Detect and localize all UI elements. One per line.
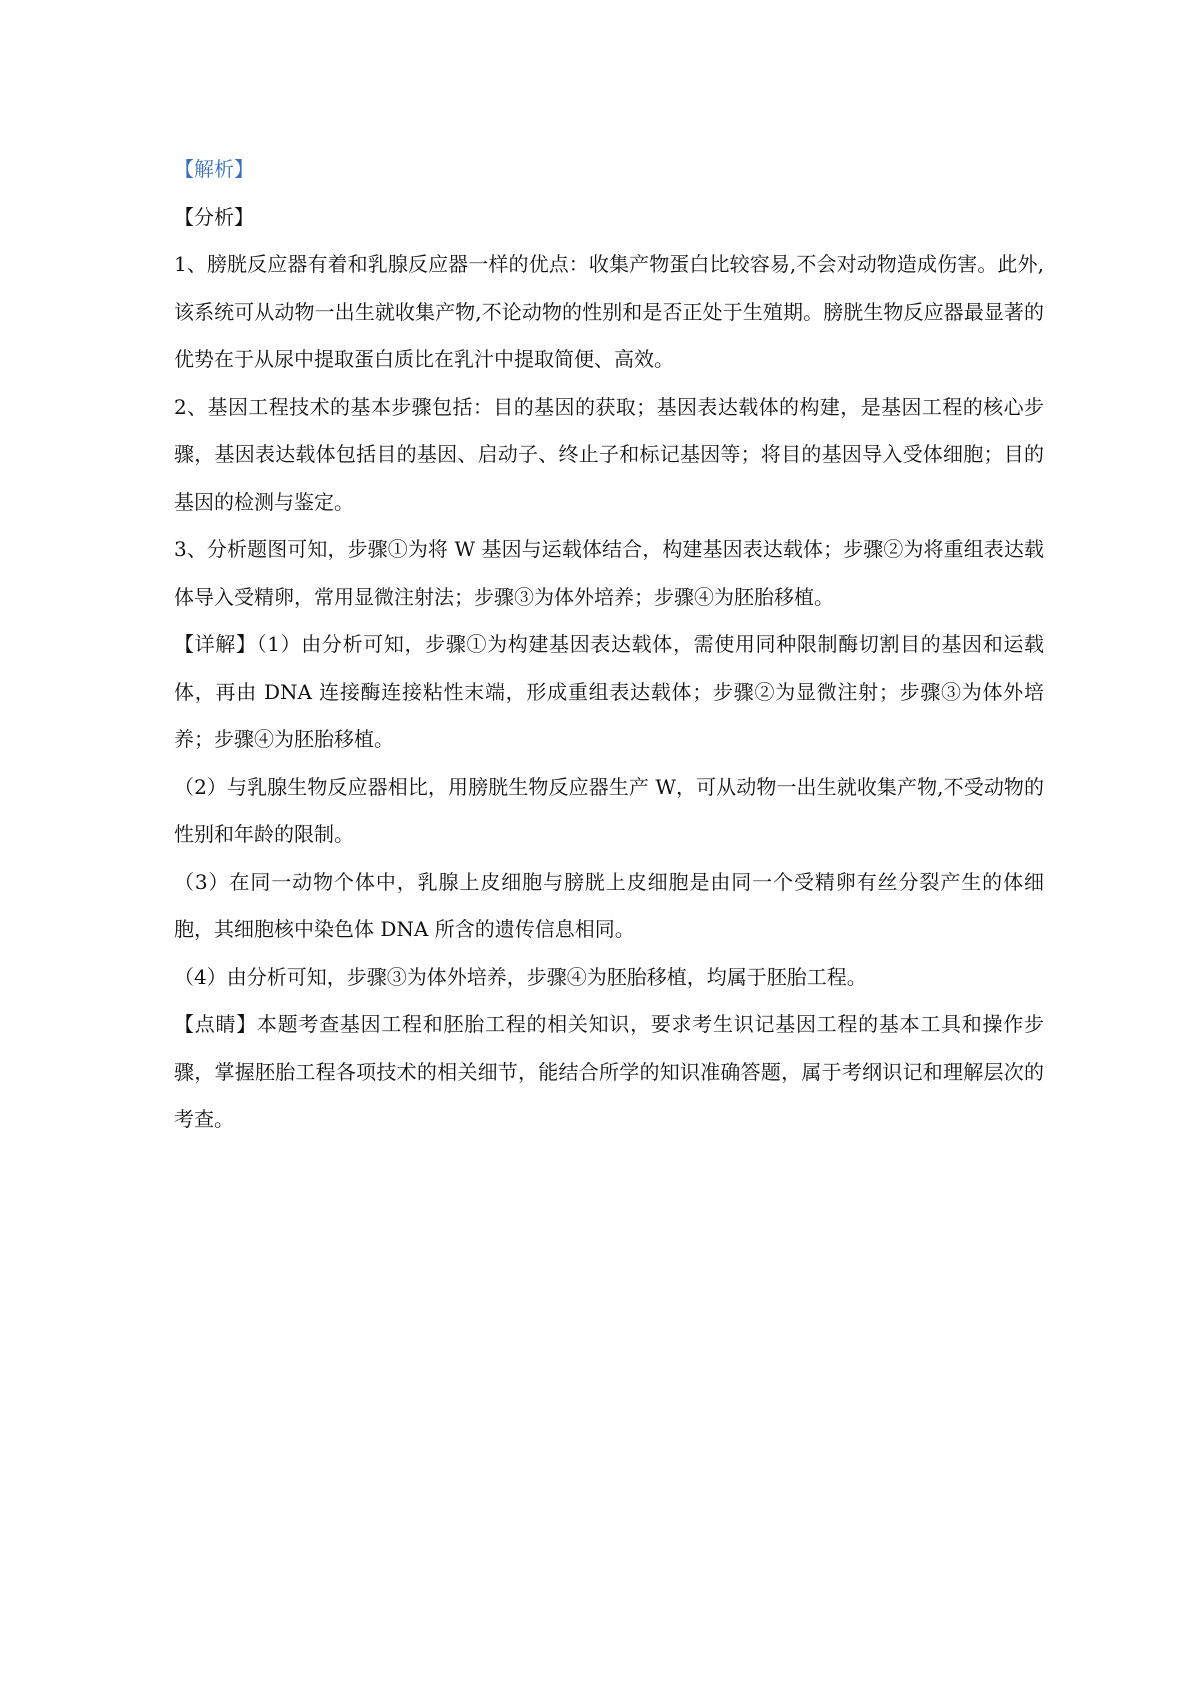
paragraph-detail-4: （4）由分析可知，步骤③为体外培养，步骤④为胚胎移植，均属于胚胎工程。 <box>174 964 867 989</box>
document-body <box>174 146 1044 1144</box>
paragraph-detail-3: （3）在同一动物个体中，乳腺上皮细胞与膀胱上皮细胞是由同一个受精卵有丝分裂产生的体细胞，其细胞核中染色体 DNA 所含的遗传信息相同。 <box>174 869 1044 941</box>
paragraph-1: 1、膀胱反应器有着和乳腺反应器一样的优点：收集产物蛋白比较容易,不会对动物造成伤害。此外,该系统可从动物一出生就收集产物,不论动物的性别和是否正处于生殖期。膀胱生物反应器最显著的优势在于从尿中提取蛋白质比在乳汁中提取简便、高效。 <box>174 252 1044 371</box>
paragraph-detail-2: （2）与乳腺生物反应器相比，用膀胱生物反应器生产 W，可从动物一出生就收集产物,不受动物的性别和年龄的限制。 <box>174 774 1044 846</box>
analysis-heading-label: 【解析】 <box>174 157 254 181</box>
paragraph-comment: 【点睛】本题考查基因工程和胚胎工程的相关知识，要求考生识记基因工程的基本工具和操作步骤，掌握胚胎工程各项技术的相关细节，能结合所学的知识准确答题，属于考纲识记和理解层次的考查。 <box>174 1012 1044 1131</box>
paragraph-detail-1: 【详解】（1）由分析可知，步骤①为构建基因表达载体，需使用同种限制酶切割目的基因和运载体，再由 DNA 连接酶连接粘性末端，形成重组表达载体；步骤②为显微注射；步骤③为体外培养；步骤④为胚胎移植。 <box>174 632 1044 751</box>
section-heading-fenxi: 【分析】 <box>174 204 254 229</box>
paragraph-2: 2、基因工程技术的基本步骤包括：目的基因的获取；基因表达载体的构建，是基因工程的核心步骤，基因表达载体包括目的基因、启动子、终止子和标记基因等；将目的基因导入受体细胞；目的基因的检测与鉴定。 <box>174 394 1044 514</box>
paragraph-3: 3、分析题图可知，步骤①为将 W 基因与运载体结合，构建基因表达载体；步骤②为将重组表达载体导入受精卵，常用显微注射法；步骤③为体外培养；步骤④为胚胎移植。 <box>174 537 1044 609</box>
